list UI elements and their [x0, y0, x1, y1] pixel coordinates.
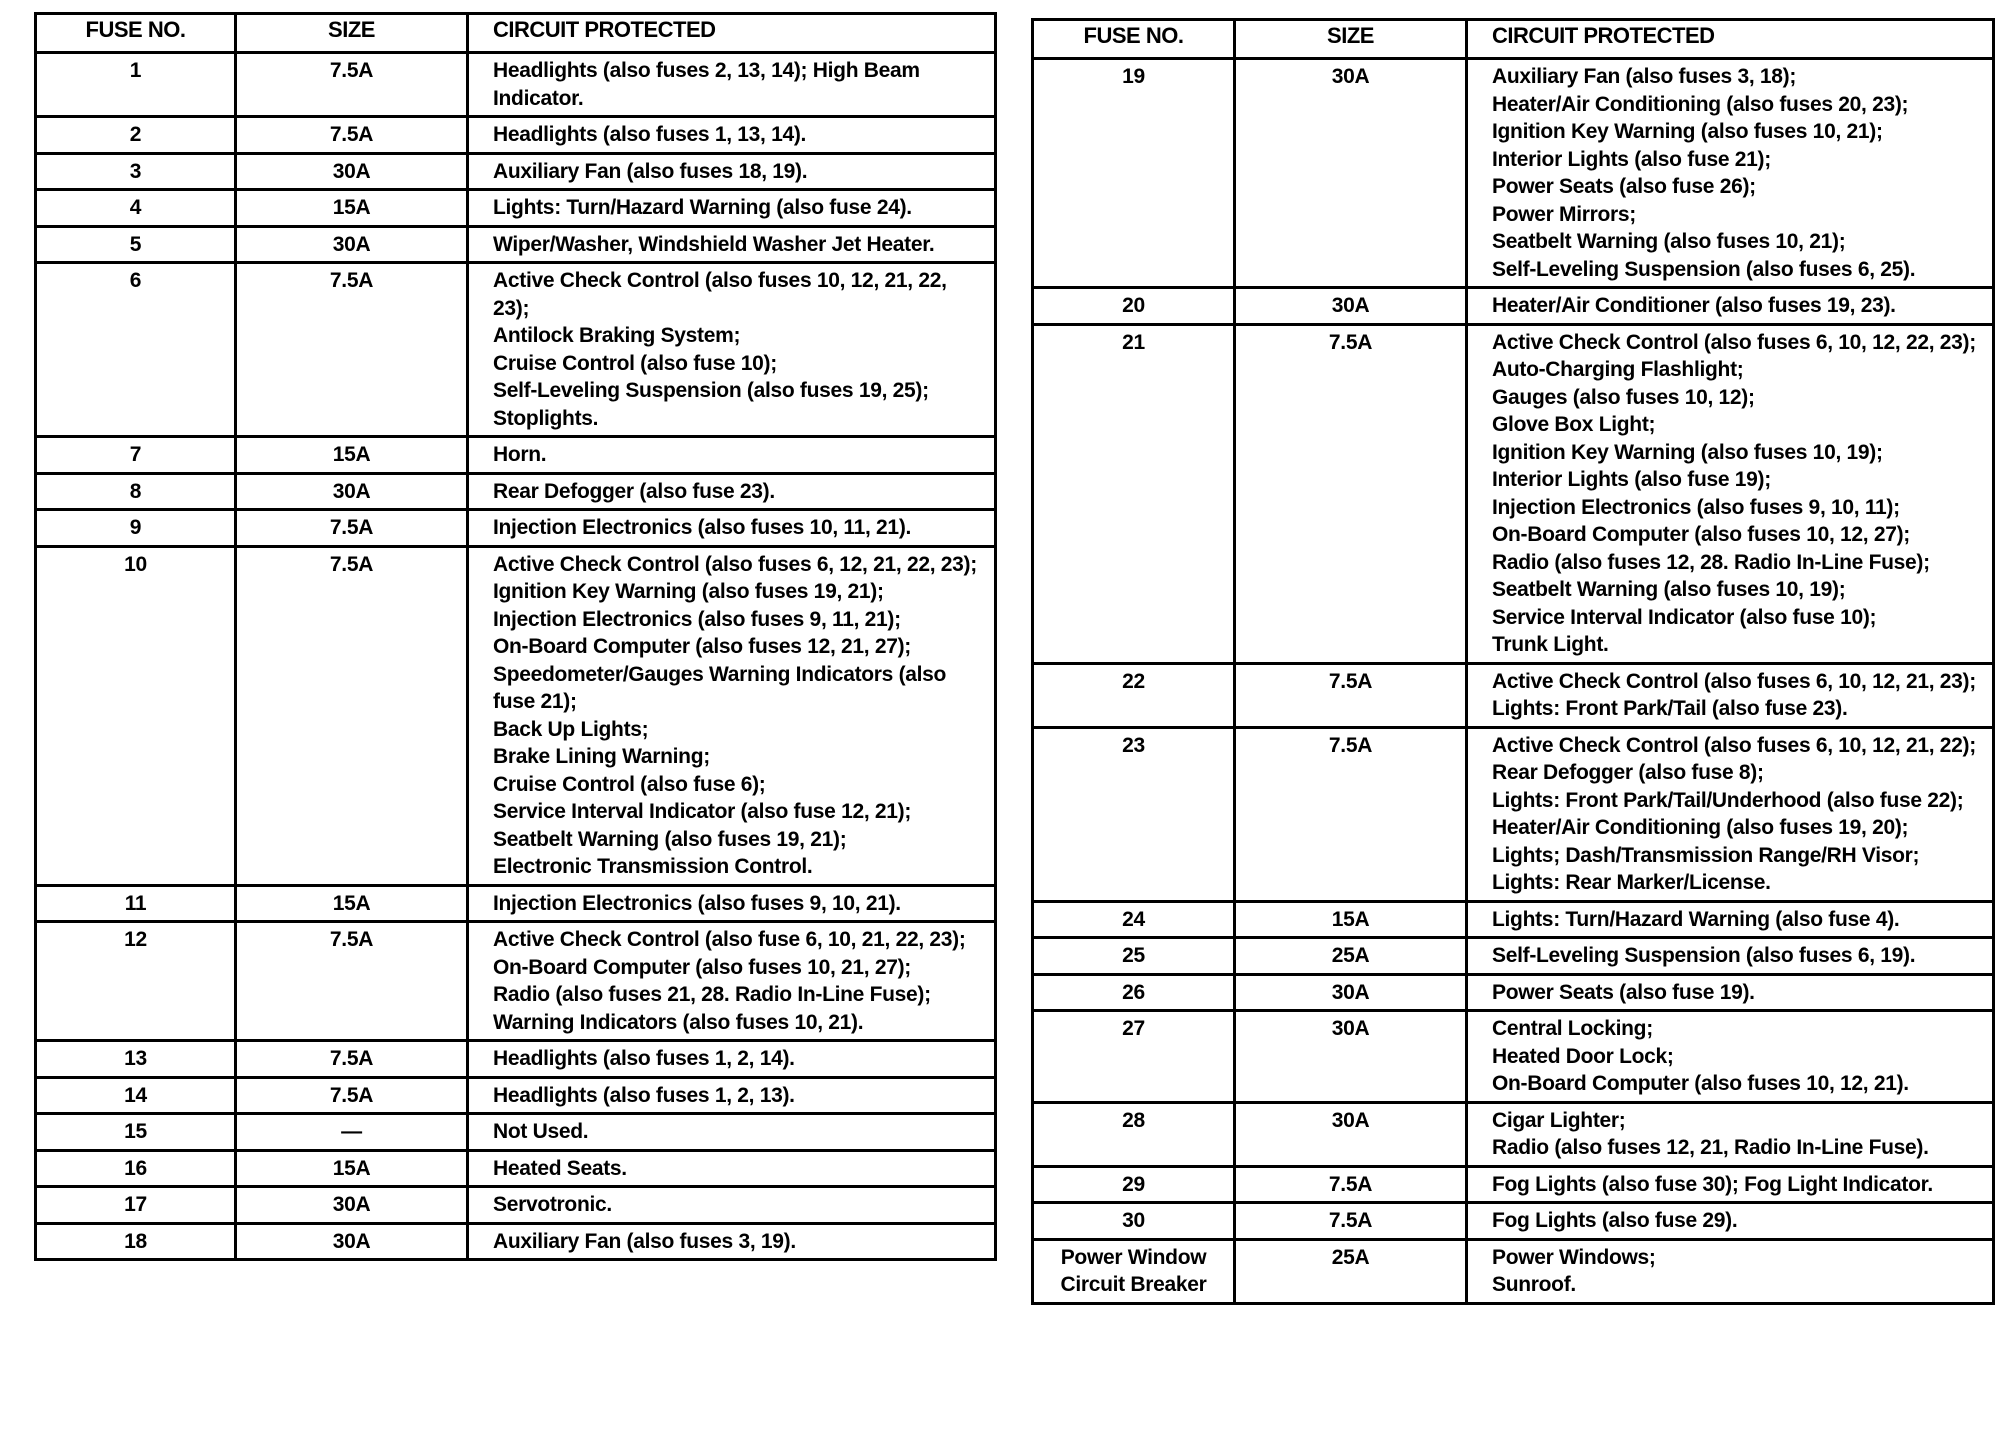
fuse-number: 30 — [1033, 1203, 1235, 1240]
circuit-line: Lights: Front Park/Tail (also fuse 23). — [1492, 697, 1848, 720]
fuse-number: 17 — [36, 1187, 236, 1224]
circuit-line: Radio (also fuses 12, 28. Radio In-Line Fuse); — [1492, 550, 1930, 574]
header-size: SIZE — [1235, 20, 1467, 59]
fuse-number: 9 — [36, 510, 236, 547]
fuse-row — [1033, 1011, 1994, 1103]
circuit-line: Brake Lining Warning; — [493, 745, 710, 768]
header-circuit-protected: CIRCUIT PROTECTED — [1467, 20, 1994, 59]
circuit-protected — [468, 922, 996, 1041]
circuit-line: Heated Seats. — [493, 1156, 627, 1180]
fuse-number: 3 — [36, 153, 236, 190]
fuse-size: 7.5A — [236, 922, 468, 1041]
circuit-line: Self-Leveling Suspension (also fuses 6, 25). — [1492, 257, 1916, 281]
circuit-protected — [468, 226, 996, 263]
circuit-protected — [1467, 324, 1994, 663]
circuit-line: Self-Leveling Suspension (also fuses 19, 25); — [493, 379, 929, 402]
header-circuit-protected: CIRCUIT PROTECTED — [468, 14, 996, 53]
fuse-size: 7.5A — [236, 510, 468, 547]
fuse-number: 11 — [36, 885, 236, 922]
fuse-row — [36, 510, 996, 547]
circuit-protected — [1467, 1239, 1994, 1303]
fuse-size: 30A — [1235, 288, 1467, 325]
circuit-line: Fog Lights (also fuse 30); Fog Light Indicator. — [1492, 1172, 1933, 1196]
fuse-number: 24 — [1033, 901, 1235, 938]
circuit-line: Sunroof. — [1492, 1273, 1576, 1296]
circuit-line: On-Board Computer (also fuses 10, 21, 27); — [493, 955, 912, 979]
circuit-line: Headlights (also fuses 1, 2, 14). — [493, 1047, 795, 1070]
circuit-line: Active Check Control (also fuses 6, 10, 12, 22, 23); — [1492, 330, 1976, 354]
header-row — [36, 14, 996, 53]
fuse-number: 19 — [1033, 59, 1235, 288]
circuit-line: Auto-Charging Flashlight; — [1492, 358, 1744, 381]
fuse-row — [1033, 901, 1994, 938]
fuse-row — [1033, 1239, 1994, 1303]
circuit-line: Power Windows; — [1492, 1245, 1656, 1269]
fuse-size: 7.5A — [236, 1077, 468, 1114]
fuse-size: 15A — [1235, 901, 1467, 938]
circuit-line: Active Check Control (also fuses 10, 12, 21, 22, 23); — [493, 269, 947, 320]
fuse-row — [1033, 288, 1994, 325]
fuse-size: 7.5A — [236, 53, 468, 117]
fuse-number: 1 — [36, 53, 236, 117]
circuit-protected — [1467, 1102, 1994, 1166]
circuit-line: Not Used. — [493, 1120, 589, 1143]
fuse-size: 25A — [1235, 1239, 1467, 1303]
circuit-protected — [468, 1187, 996, 1224]
fuse-number: 4 — [36, 190, 236, 227]
fuse-number: 16 — [36, 1150, 236, 1187]
circuit-protected — [468, 546, 996, 885]
fuse-table-right-body — [1033, 59, 1994, 1304]
circuit-line: Stoplights. — [493, 406, 599, 430]
fuse-number: 23 — [1033, 727, 1235, 901]
circuit-line: Self-Leveling Suspension (also fuses 6, 19). — [1492, 944, 1916, 967]
circuit-line: Service Interval Indicator (also fuse 10); — [1492, 605, 1877, 629]
circuit-line: Headlights (also fuses 1, 2, 13). — [493, 1083, 795, 1107]
fuse-size: 30A — [236, 226, 468, 263]
circuit-protected — [1467, 727, 1994, 901]
fuse-number: 5 — [36, 226, 236, 263]
fuse-table-left — [34, 12, 997, 1261]
circuit-protected — [468, 263, 996, 437]
fuse-number: 12 — [36, 922, 236, 1041]
circuit-protected — [1467, 901, 1994, 938]
circuit-line: Auxiliary Fan (also fuses 3, 19). — [493, 1229, 796, 1253]
circuit-protected — [468, 473, 996, 510]
circuit-protected — [1467, 938, 1994, 975]
fuse-number: 8 — [36, 473, 236, 510]
fuse-number: 27 — [1033, 1011, 1235, 1103]
circuit-line: Service Interval Indicator (also fuse 12, 21); — [493, 800, 912, 823]
circuit-line: Warning Indicators (also fuses 10, 21). — [493, 1010, 864, 1034]
fuse-size: 30A — [236, 1223, 468, 1260]
circuit-protected — [1467, 1011, 1994, 1103]
fuse-number: 7 — [36, 437, 236, 474]
fuse-size: 7.5A — [1235, 663, 1467, 727]
fuse-size: 15A — [236, 190, 468, 227]
circuit-protected — [1467, 1203, 1994, 1240]
circuit-line: Fog Lights (also fuse 29). — [1492, 1209, 1738, 1232]
fuse-row — [1033, 1166, 1994, 1203]
fuse-row — [1033, 1102, 1994, 1166]
fuse-row — [36, 1223, 996, 1260]
circuit-line: Trunk Light. — [1492, 633, 1609, 656]
fuse-number: 22 — [1033, 663, 1235, 727]
fuse-row — [1033, 1203, 1994, 1240]
circuit-line: Lights: Rear Marker/License. — [1492, 871, 1771, 894]
circuit-protected — [1467, 974, 1994, 1011]
fuse-row — [36, 226, 996, 263]
circuit-line: Rear Defogger (also fuse 23). — [493, 479, 775, 503]
header-row — [1033, 20, 1994, 59]
header-fuse-no: FUSE NO. — [1033, 20, 1235, 59]
circuit-line: Seatbelt Warning (also fuses 10, 19); — [1492, 578, 1846, 601]
circuit-line: Wiper/Washer, Windshield Washer Jet Heater. — [493, 232, 935, 256]
circuit-line: Interior Lights (also fuse 21); — [1492, 147, 1771, 171]
circuit-line: Lights; Dash/Transmission Range/RH Visor; — [1492, 843, 1920, 867]
circuit-line: Injection Electronics (also fuses 10, 11, 21). — [493, 516, 912, 539]
fuse-row — [1033, 663, 1994, 727]
fuse-row — [36, 153, 996, 190]
circuit-protected — [468, 153, 996, 190]
circuit-protected — [468, 117, 996, 154]
circuit-protected — [468, 1223, 996, 1260]
circuit-line: On-Board Computer (also fuses 12, 21, 27); — [493, 635, 912, 658]
fuse-number: 26 — [1033, 974, 1235, 1011]
fuse-number: 15 — [36, 1114, 236, 1151]
circuit-line: Central Locking; — [1492, 1017, 1653, 1040]
circuit-line: Antilock Braking System; — [493, 324, 741, 347]
fuse-number: 18 — [36, 1223, 236, 1260]
circuit-line: Headlights (also fuses 1, 13, 14). — [493, 123, 807, 146]
circuit-line: Gauges (also fuses 10, 12); — [1492, 385, 1755, 409]
circuit-line: Electronic Transmission Control. — [493, 855, 813, 878]
fuse-size: 30A — [236, 1187, 468, 1224]
circuit-line: Heated Door Lock; — [1492, 1044, 1674, 1068]
circuit-line: On-Board Computer (also fuses 10, 12, 27); — [1492, 523, 1911, 546]
circuit-line: Glove Box Light; — [1492, 413, 1656, 436]
circuit-line: Heater/Air Conditioner (also fuses 19, 23). — [1492, 294, 1896, 317]
fuse-size: 7.5A — [1235, 324, 1467, 663]
fuse-row — [36, 1114, 996, 1151]
fuse-row — [36, 1077, 996, 1114]
circuit-line: Injection Electronics (also fuses 9, 10, 21). — [493, 891, 901, 915]
fuse-row — [36, 263, 996, 437]
circuit-line: Active Check Control (also fuses 6, 12, 21, 22, 23); — [493, 552, 977, 576]
circuit-protected — [1467, 288, 1994, 325]
fuse-size: 7.5A — [1235, 1203, 1467, 1240]
fuse-row — [36, 1041, 996, 1078]
fuse-row — [1033, 938, 1994, 975]
fuse-size: 15A — [236, 437, 468, 474]
fuse-size: 7.5A — [1235, 727, 1467, 901]
fuse-number: 20 — [1033, 288, 1235, 325]
circuit-line: Cigar Lighter; — [1492, 1108, 1626, 1132]
fuse-number: 2 — [36, 117, 236, 154]
circuit-line: Active Check Control (also fuses 6, 10, 12, 21, 23); — [1492, 669, 1976, 693]
circuit-line: Lights: Turn/Hazard Warning (also fuse 4). — [1492, 907, 1900, 931]
circuit-line: Heater/Air Conditioning (also fuses 19, 20); — [1492, 816, 1909, 839]
fuse-row — [36, 473, 996, 510]
fuse-row — [36, 1187, 996, 1224]
fuse-row — [36, 1150, 996, 1187]
fuse-size: 30A — [1235, 59, 1467, 288]
fuse-row — [36, 546, 996, 885]
fuse-number: 21 — [1033, 324, 1235, 663]
fuse-size: 25A — [1235, 938, 1467, 975]
fuse-number: 28 — [1033, 1102, 1235, 1166]
circuit-line: Auxiliary Fan (also fuses 18, 19). — [493, 159, 808, 183]
fuse-number: 13 — [36, 1041, 236, 1078]
fuse-size: 7.5A — [236, 1041, 468, 1078]
circuit-line: On-Board Computer (also fuses 10, 12, 21). — [1492, 1072, 1909, 1095]
circuit-line: Active Check Control (also fuse 6, 10, 21, 22, 23); — [493, 928, 966, 951]
fuse-number: 10 — [36, 546, 236, 885]
circuit-line: Servotronic. — [493, 1193, 612, 1216]
fuse-size: 7.5A — [1235, 1166, 1467, 1203]
fuse-number: 29 — [1033, 1166, 1235, 1203]
circuit-line: Speedometer/Gauges Warning Indicators (also fuse 21); — [493, 662, 947, 713]
circuit-protected — [468, 190, 996, 227]
circuit-protected — [468, 437, 996, 474]
circuit-protected — [468, 510, 996, 547]
circuit-line: Radio (also fuses 12, 21, Radio In-Line Fuse). — [1492, 1136, 1929, 1159]
circuit-line: Power Mirrors; — [1492, 202, 1636, 226]
circuit-line: Lights: Front Park/Tail/Underhood (also fuse 22); — [1492, 788, 1964, 812]
circuit-line: Injection Electronics (also fuses 9, 11, 21); — [493, 607, 901, 631]
header-size: SIZE — [236, 14, 468, 53]
fuse-number: 6 — [36, 263, 236, 437]
fuse-row — [36, 190, 996, 227]
circuit-line: Seatbelt Warning (also fuses 10, 21); — [1492, 230, 1846, 253]
circuit-protected — [1467, 59, 1994, 288]
circuit-line: Ignition Key Warning (also fuses 19, 21); — [493, 580, 884, 603]
circuit-protected — [468, 1150, 996, 1187]
fuse-size: 7.5A — [236, 117, 468, 154]
circuit-line: Heater/Air Conditioning (also fuses 20, 23); — [1492, 92, 1909, 116]
circuit-line: Ignition Key Warning (also fuses 10, 21); — [1492, 120, 1883, 143]
circuit-protected — [1467, 663, 1994, 727]
fuse-row — [36, 885, 996, 922]
circuit-line: Interior Lights (also fuse 19); — [1492, 468, 1771, 491]
fuse-size: — — [236, 1114, 468, 1151]
circuit-line: Cruise Control (also fuse 10); — [493, 351, 777, 375]
fuse-row — [1033, 324, 1994, 663]
circuit-line: Auxiliary Fan (also fuses 3, 18); — [1492, 65, 1797, 88]
circuit-line: Cruise Control (also fuse 6); — [493, 772, 766, 796]
fuse-size: 30A — [1235, 1102, 1467, 1166]
circuit-protected — [468, 1041, 996, 1078]
fuse-row — [36, 53, 996, 117]
header-fuse-no: FUSE NO. — [36, 14, 236, 53]
fuse-number: 14 — [36, 1077, 236, 1114]
fuse-size: 30A — [236, 473, 468, 510]
circuit-line: Power Seats (also fuse 26); — [1492, 175, 1756, 198]
circuit-line: Rear Defogger (also fuse 8); — [1492, 761, 1764, 784]
fuse-size: 30A — [1235, 1011, 1467, 1103]
fuse-table-right — [1031, 18, 1995, 1305]
fuse-number: 25 — [1033, 938, 1235, 975]
circuit-line: Headlights (also fuses 2, 13, 14); High Beam Indicator. — [493, 59, 920, 110]
fuse-size: 15A — [236, 885, 468, 922]
fuse-row — [1033, 974, 1994, 1011]
circuit-line: Active Check Control (also fuses 6, 10, 12, 21, 22); — [1492, 733, 1976, 757]
circuit-line: Horn. — [493, 443, 547, 466]
fuse-table-left-body — [36, 53, 996, 1260]
circuit-line: Power Seats (also fuse 19). — [1492, 980, 1755, 1004]
circuit-line: Ignition Key Warning (also fuses 10, 19); — [1492, 440, 1883, 464]
fuse-size: 30A — [236, 153, 468, 190]
fuse-row — [36, 437, 996, 474]
fuse-row — [36, 117, 996, 154]
circuit-line: Seatbelt Warning (also fuses 19, 21); — [493, 827, 847, 851]
circuit-line: Radio (also fuses 21, 28. Radio In-Line Fuse); — [493, 983, 931, 1006]
circuit-protected — [468, 1077, 996, 1114]
circuit-protected — [468, 1114, 996, 1151]
fuse-size: 30A — [1235, 974, 1467, 1011]
circuit-protected — [468, 885, 996, 922]
circuit-protected — [468, 53, 996, 117]
fuse-size: 7.5A — [236, 263, 468, 437]
fuse-row — [1033, 59, 1994, 288]
circuit-protected — [1467, 1166, 1994, 1203]
fuse-size: 7.5A — [236, 546, 468, 885]
fuse-row — [1033, 727, 1994, 901]
fuse-size: 15A — [236, 1150, 468, 1187]
circuit-line: Injection Electronics (also fuses 9, 10, 11); — [1492, 495, 1900, 519]
circuit-line: Back Up Lights; — [493, 717, 649, 741]
fuse-row — [36, 922, 996, 1041]
fuse-number: Power Window Circuit Breaker — [1033, 1239, 1235, 1303]
circuit-line: Lights: Turn/Hazard Warning (also fuse 24). — [493, 196, 912, 219]
